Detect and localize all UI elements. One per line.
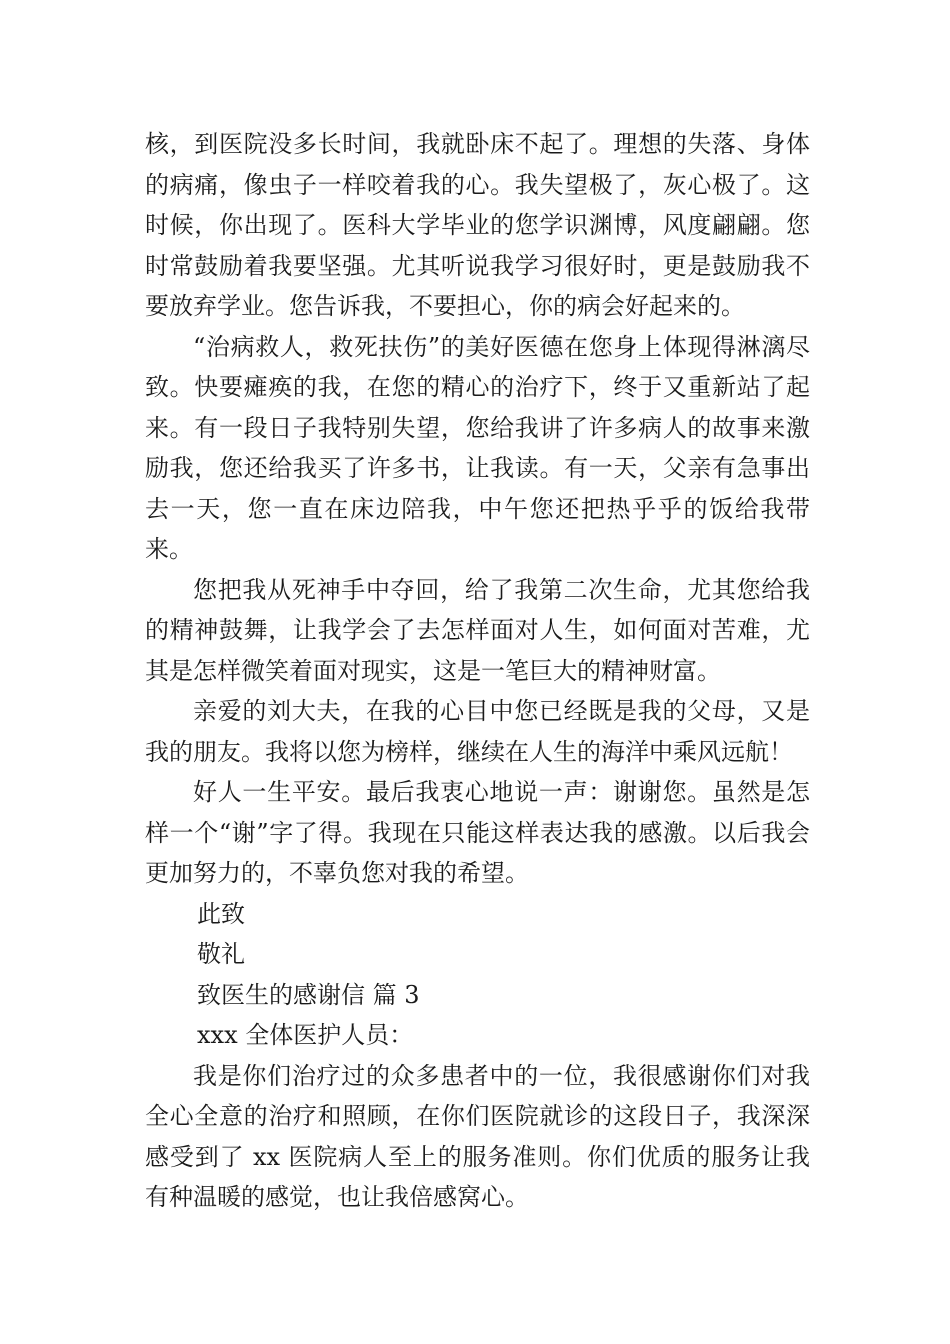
paragraph-medical-ethics: “治病救人，救死扶伤”的美好医德在您身上体现得淋漓尽致。快要瘫痪的我，在您的精心的治疗下，终于又重新站了起来。有一段日子我特别失望，您给我讲了许多病人的故事来激励我，您还给我买了许多书，让我读。有一天，父亲有急事出去一天，您一直在床边陪我，中午您还把热乎乎的饭给我带来。: [145, 332, 810, 563]
paragraph-thanks: 好人一生平安。最后我衷心地说一声：谢谢您。虽然是怎样一个“谢”字了得。我现在只能这样表达我的感激。以后我会更加努力的，不辜负您对我的希望。: [145, 778, 810, 887]
closing-line-1: 此致: [197, 899, 245, 928]
paragraph-patient: 我是你们治疗过的众多患者中的一位，我很感谢你们对我全心全意的治疗和照顾，在你们医院就诊的这段日子，我深深感受到了 xx 医院病人至上的服务准则。你们优质的服务让我有种温暖的感觉，也让我倍感窝心。: [145, 1061, 810, 1211]
paragraph-continuation: 核，到医院没多长时间，我就卧床不起了。理想的失落、身体的病痛，像虫子一样咬着我的心。我失望极了，灰心极了。这时候，你出现了。医科大学毕业的您学识渊博，风度翩翩。您时常鼓励着我要坚强。尤其听说我学习很好时，更是鼓励我不要放弃学业。您告诉我，不要担心，你的病会好起来的。: [145, 130, 810, 320]
salutation: xxx 全体医护人员：: [197, 1021, 414, 1049]
document-page: [145, 124, 810, 1218]
closing-line-2: 敬礼: [197, 940, 245, 968]
section-title: 致医生的感谢信 篇 3: [197, 980, 420, 1009]
paragraph-dear-doctor: 亲爱的刘大夫，在我的心目中您已经既是我的父母，又是我的朋友。我将以您为榜样，继续在人生的海洋中乘风远航！: [145, 697, 810, 766]
paragraph-second-life: 您把我从死神手中夺回，给了我第二次生命，尤其您给我的精神鼓舞，让我学会了去怎样面对人生，如何面对苦难，尤其是怎样微笑着面对现实，这是一笔巨大的精神财富。: [145, 575, 810, 685]
